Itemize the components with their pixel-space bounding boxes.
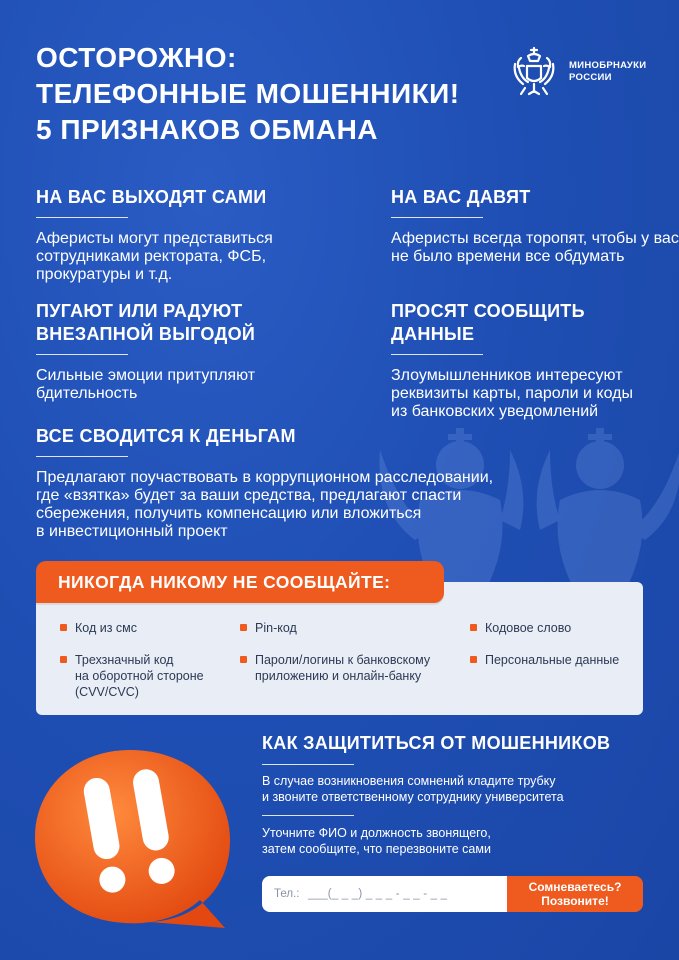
sign-heading: ВСЕ СВОДИТСЯ К ДЕНЬГАМ <box>36 426 296 446</box>
divider <box>262 764 354 765</box>
bullet-icon <box>60 656 67 663</box>
ministry-logo <box>509 44 659 100</box>
bullet-icon <box>470 656 477 663</box>
list-item: Кодовое слово <box>470 620 571 636</box>
exclamation-bubble-icon <box>30 740 240 932</box>
divider <box>36 217 128 218</box>
sign-money: ВСЕ СВОДИТСЯ К ДЕНЬГАМ Предлагают поучаствовать в коррупционном расследовании, где «взятка» будет за ваши средства, предлагают спасти сбережения, получить компенсацию или вложиться в инвестиционный проект <box>36 426 494 540</box>
bullet-icon <box>470 624 477 631</box>
divider <box>36 456 128 457</box>
page-title <box>36 40 496 148</box>
sign-pressure: НА ВАС ДАВЯТ Аферисты всегда торопят, чтобы у вас не было времени все обдумать <box>391 187 679 265</box>
protect-tip-1: В случае возникновения сомнений кладите трубку и звоните ответственному сотруднику университета <box>262 774 564 804</box>
sign-heading: ПРОСЯТ СООБЩИТЬ ДАННЫЕ <box>391 301 585 344</box>
phone-field[interactable] <box>262 876 507 912</box>
sign-reach-out: НА ВАС ВЫХОДЯТ САМИ Аферисты могут представиться сотрудниками ректората, ФСБ, прокуратуры и т.д. <box>36 187 273 283</box>
list-item: Пароли/логины к банковскому приложению и онлайн-банку <box>240 652 430 684</box>
protect-tip-2: Уточните ФИО и должность звонящего, затем сообщите, что перезвоните сами <box>262 826 491 856</box>
title-line-1: ОСТОРОЖНО: <box>36 42 237 73</box>
bullet-icon <box>60 624 67 631</box>
ministry-name: МИНОБРНАУКИ РОССИИ <box>569 60 647 83</box>
bullet-icon <box>240 624 247 631</box>
sign-heading: ПУГАЮТ ИЛИ РАДУЮТ ВНЕЗАПНОЙ ВЫГОДОЙ <box>36 301 256 344</box>
protect-heading: КАК ЗАЩИТИТЬСЯ ОТ МОШЕННИКОВ <box>262 733 611 753</box>
sign-emotions: ПУГАЮТ ИЛИ РАДУЮТ ВНЕЗАПНОЙ ВЫГОДОЙ Сильные эмоции притупляют бдительность <box>36 301 256 402</box>
bullet-icon <box>240 656 247 663</box>
phone-label: Тел.: <box>274 888 300 900</box>
phone-mask: ___(_ _ _) _ _ _ - _ _ - _ _ <box>308 888 448 900</box>
divider <box>391 217 483 218</box>
title-line-2: ТЕЛЕФОННЫЕ МОШЕННИКИ! <box>36 78 460 109</box>
list-item: Pin-код <box>240 620 297 636</box>
sign-heading: НА ВАС ДАВЯТ <box>391 187 531 207</box>
title-line-3: 5 ПРИЗНАКОВ ОБМАНА <box>36 114 379 145</box>
list-item: Персональные данные <box>470 652 619 668</box>
list-item: Код из смс <box>60 620 137 636</box>
divider <box>36 354 128 355</box>
sign-heading: НА ВАС ВЫХОДЯТ САМИ <box>36 187 267 207</box>
call-button[interactable]: Сомневаетесь? Позвоните! <box>507 876 643 912</box>
sign-data-request: ПРОСЯТ СООБЩИТЬ ДАННЫЕ Злоумышленников интересуют реквизиты карты, пароли и коды из банковских уведомлений <box>391 301 633 420</box>
divider <box>262 815 354 816</box>
divider <box>391 354 483 355</box>
never-tell-banner: НИКОГДА НИКОМУ НЕ СООБЩАЙТЕ: <box>36 561 444 603</box>
list-item: Трехзначный код на оборотной стороне (CVV/CVC) <box>60 652 204 700</box>
double-headed-eagle-icon <box>509 44 559 98</box>
